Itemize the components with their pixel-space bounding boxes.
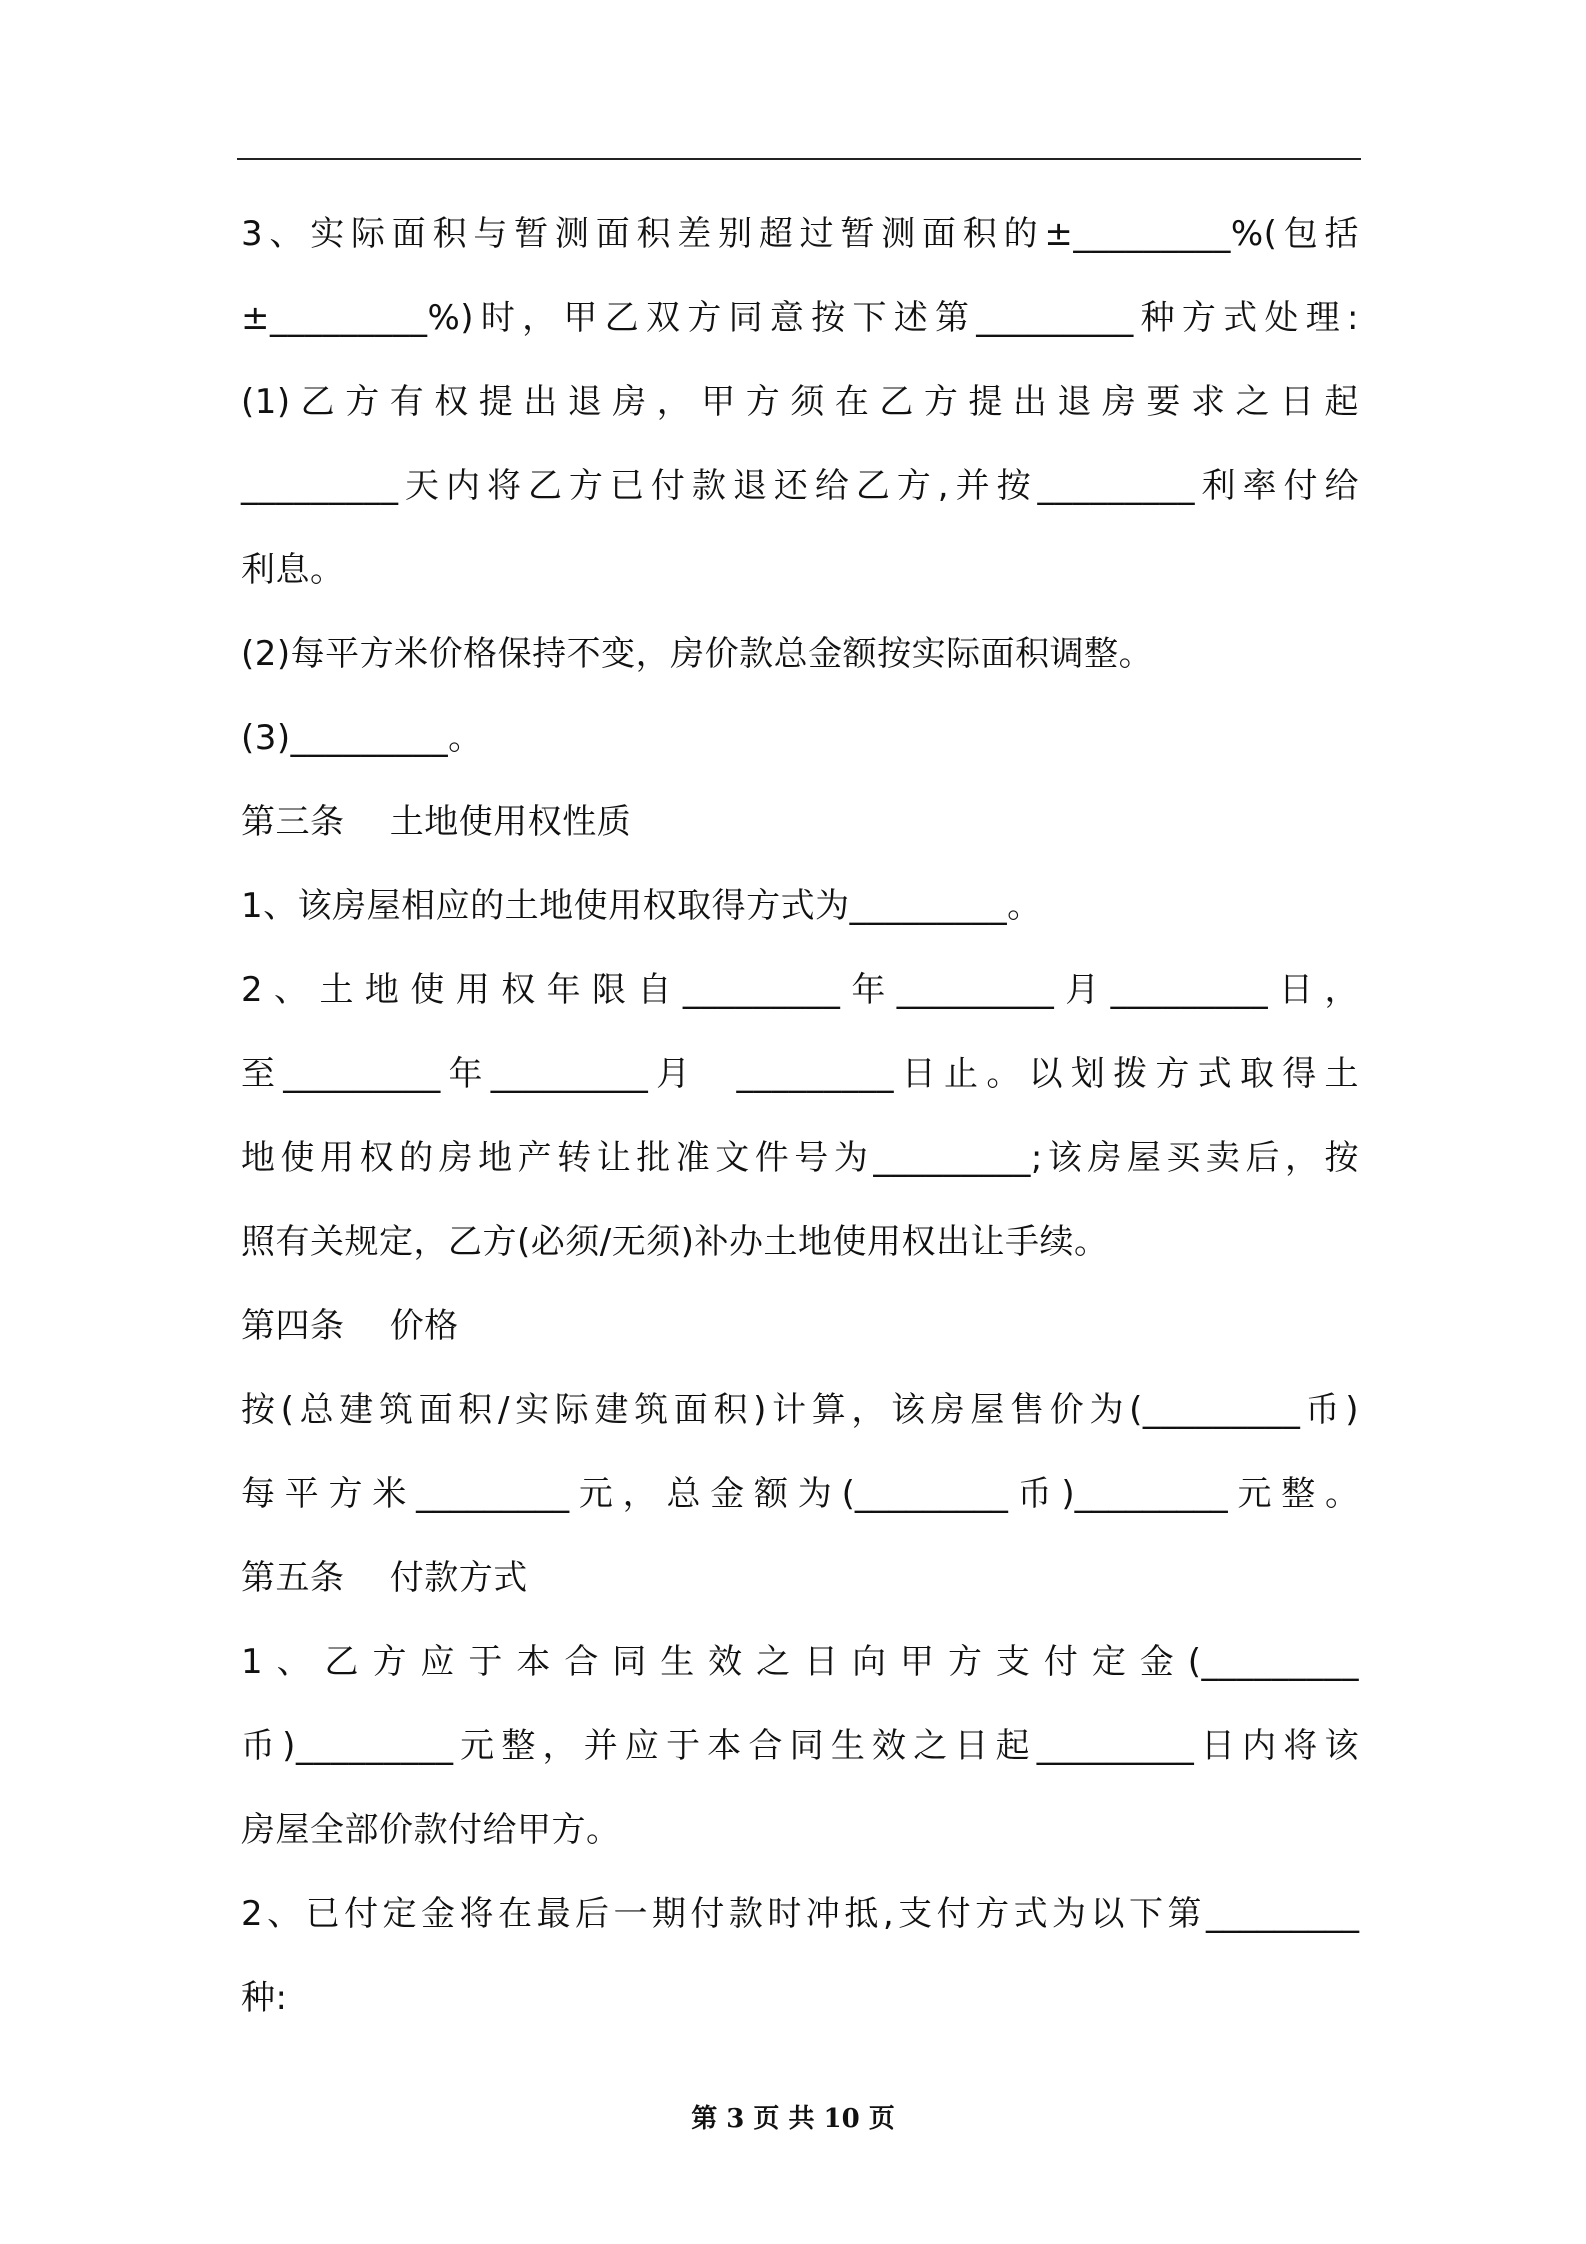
paragraph-line: (1)乙方有权提出退房，甲方须在乙方提出退房要求之日起 — [241, 382, 1359, 422]
paragraph-line: ±_________%)时，甲乙双方同意按下述第_________种方式处理: — [241, 298, 1359, 338]
section-heading: 第五条 付款方式 — [241, 1558, 528, 1598]
section-heading: 第三条 土地使用权性质 — [241, 802, 632, 842]
paragraph-line: 2、土地使用权年限自_________年_________月_________日， — [241, 970, 1359, 1010]
page-footer: 第 3 页 共 10 页 — [691, 2104, 895, 2134]
paragraph-line: 每平方米_________元，总金额为(_________币)_________元整。 — [241, 1474, 1359, 1514]
paragraph-line: 1、乙方应于本合同生效之日向甲方支付定金(_________ — [241, 1642, 1359, 1682]
paragraph-line: 照有关规定，乙方(必须/无须)补办土地使用权出让手续。 — [241, 1222, 1109, 1262]
paragraph-line: 2、已付定金将在最后一期付款时冲抵,支付方式为以下第_________ — [241, 1894, 1359, 1934]
paragraph-line: 按(总建筑面积/实际建筑面积)计算，该房屋售价为(_________币) — [241, 1390, 1359, 1430]
paragraph-line: (2)每平方米价格保持不变，房价款总金额按实际面积调整。 — [241, 634, 1154, 674]
section-heading: 第四条 价格 — [241, 1306, 459, 1346]
paragraph-line: 至_________年_________月 _________日止。以划拨方式取得土 — [241, 1054, 1359, 1094]
paragraph-line: 3、实际面积与暂测面积差别超过暂测面积的±_________%(包括 — [241, 214, 1359, 254]
header-rule — [237, 158, 1361, 160]
paragraph-line: 地使用权的房地产转让批准文件号为_________;该房屋买卖后，按 — [241, 1138, 1359, 1178]
paragraph-line: _________天内将乙方已付款退还给乙方,并按_________利率付给 — [241, 466, 1359, 506]
paragraph-line: (3)_________。 — [241, 718, 483, 758]
document-body — [241, 192, 1359, 2040]
paragraph-line: 1、该房屋相应的土地使用权取得方式为_________。 — [241, 886, 1042, 926]
paragraph-line: 种: — [241, 1978, 288, 2018]
paragraph-line: 币)_________元整，并应于本合同生效之日起_________日内将该 — [241, 1726, 1359, 1766]
paragraph-line: 房屋全部价款付给甲方。 — [241, 1810, 621, 1850]
paragraph-line: 利息。 — [241, 550, 345, 590]
